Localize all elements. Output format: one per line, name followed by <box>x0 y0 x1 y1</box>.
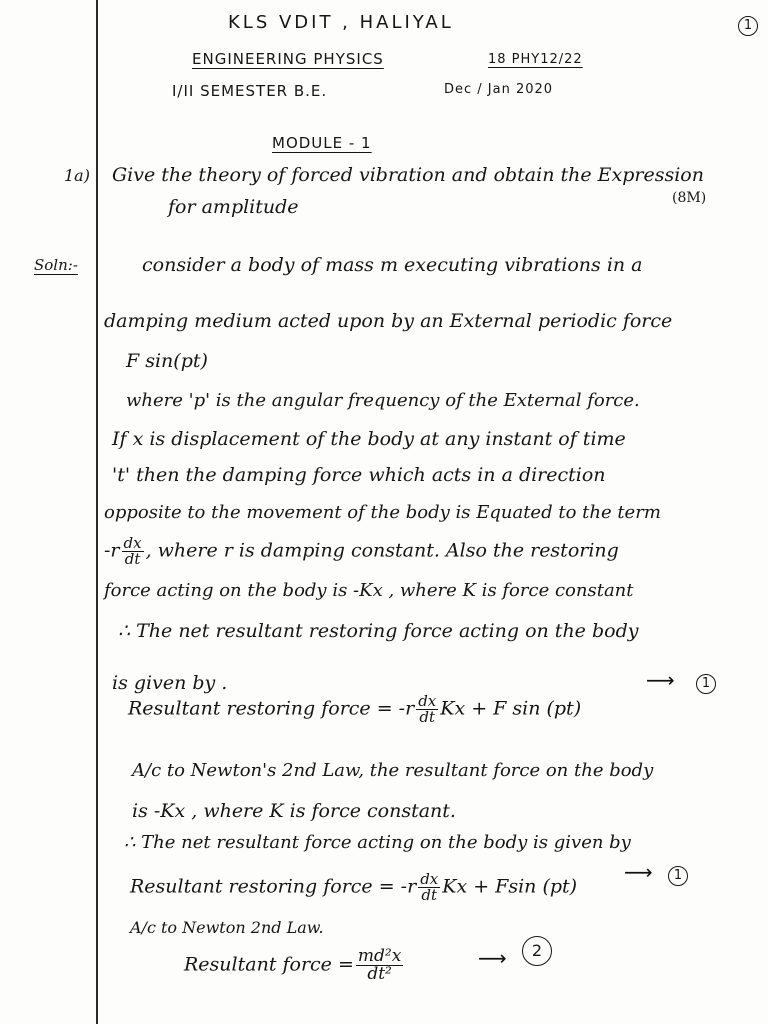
dx-dt-fraction <box>122 536 144 567</box>
equation-1-denominator: dt <box>419 708 436 726</box>
text-line-14: ∴ The net resultant force acting on the body is given by <box>124 832 631 853</box>
equation-3-denominator: dt² <box>367 964 392 984</box>
equation-3-lhs: Resultant force = <box>184 953 354 976</box>
equation-1-numerator: dx <box>418 692 437 710</box>
text-line-9: force acting on the body is -Kx , where K is force constant <box>104 580 634 601</box>
equation-2-ref-circle: 1 <box>668 866 688 886</box>
text-line-11: is given by . <box>112 672 228 694</box>
text-line-3: F sin(pt) <box>126 350 208 372</box>
text-line-12: A/c to Newton's 2nd Law, the resultant force on the body <box>132 760 654 781</box>
equation-1-ref-circle: 1 <box>696 674 716 694</box>
page-number-circle: 1 <box>738 16 758 36</box>
subject-code: 18 PHY12/22 <box>488 52 583 67</box>
equation-3-numerator: md²x <box>357 946 402 966</box>
text-line-10: ∴ The net resultant restoring force acting on the body <box>118 620 639 642</box>
question-number: 1a) <box>64 166 90 185</box>
equation-2-denominator: dt <box>421 886 438 904</box>
fraction-denominator: dt <box>124 550 141 568</box>
arrow-icon: ⟶ <box>646 668 675 692</box>
equation-1-rhs: Kx + F sin (pt) <box>440 697 582 720</box>
equation-1-reference <box>696 670 716 694</box>
solution-label: Soln:- <box>34 256 78 274</box>
question-line-1: Give the theory of forced vibration and obtain the Expression <box>112 164 704 186</box>
module-heading: MODULE - 1 <box>272 134 372 152</box>
margin-line <box>96 0 98 1024</box>
question-line-2: for amplitude <box>168 196 299 218</box>
exam-date: Dec / Jan 2020 <box>444 82 554 97</box>
text-line-5: If x is displacement of the body at any instant of time <box>112 428 626 450</box>
text-line-4: where 'p' is the angular frequency of the External force. <box>126 390 640 411</box>
fraction-numerator: dx <box>123 534 142 552</box>
equation-1-lhs: Resultant restoring force = -r <box>128 697 415 720</box>
equation-2-reference <box>668 862 688 886</box>
text-line-1: consider a body of mass m executing vibrations in a <box>142 254 643 276</box>
subject-title: ENGINEERING PHYSICS <box>192 50 384 68</box>
arrow-icon: ⟶ <box>478 946 507 970</box>
equation-1 <box>128 694 581 725</box>
equation-3-reference <box>522 936 552 966</box>
text-line-7: opposite to the movement of the body is Equated to the term <box>104 502 661 523</box>
text-line-2: damping medium acted upon by an External periodic force <box>104 310 673 332</box>
equation-2-fraction <box>418 872 440 903</box>
equation-2 <box>130 872 577 903</box>
arrow-icon: ⟶ <box>624 860 653 884</box>
equation-3 <box>184 948 405 983</box>
text-line-13: is -Kx , where K is force constant. <box>132 800 456 822</box>
college-name: KLS VDIT , HALIYAL <box>228 12 454 33</box>
text-line-6: 't' then the damping force which acts in a direction <box>112 464 606 486</box>
text-line-8 <box>104 536 619 567</box>
semester: I/II SEMESTER B.E. <box>172 82 328 100</box>
equation-2-rhs: Kx + Fsin (pt) <box>442 875 578 898</box>
equation-2-lhs: Resultant restoring force = -r <box>130 875 417 898</box>
damping-term-prefix: -r <box>104 539 120 562</box>
question-marks: (8M) <box>672 190 707 206</box>
equation-3-fraction <box>356 948 403 983</box>
damping-term-suffix: , where r is damping constant. Also the restoring <box>145 539 619 562</box>
equation-2-numerator: dx <box>420 870 439 888</box>
text-line-15: A/c to Newton 2nd Law. <box>130 918 324 937</box>
equation-3-ref-circle: 2 <box>522 936 552 966</box>
page-number <box>738 12 758 36</box>
equation-1-fraction <box>416 694 438 725</box>
